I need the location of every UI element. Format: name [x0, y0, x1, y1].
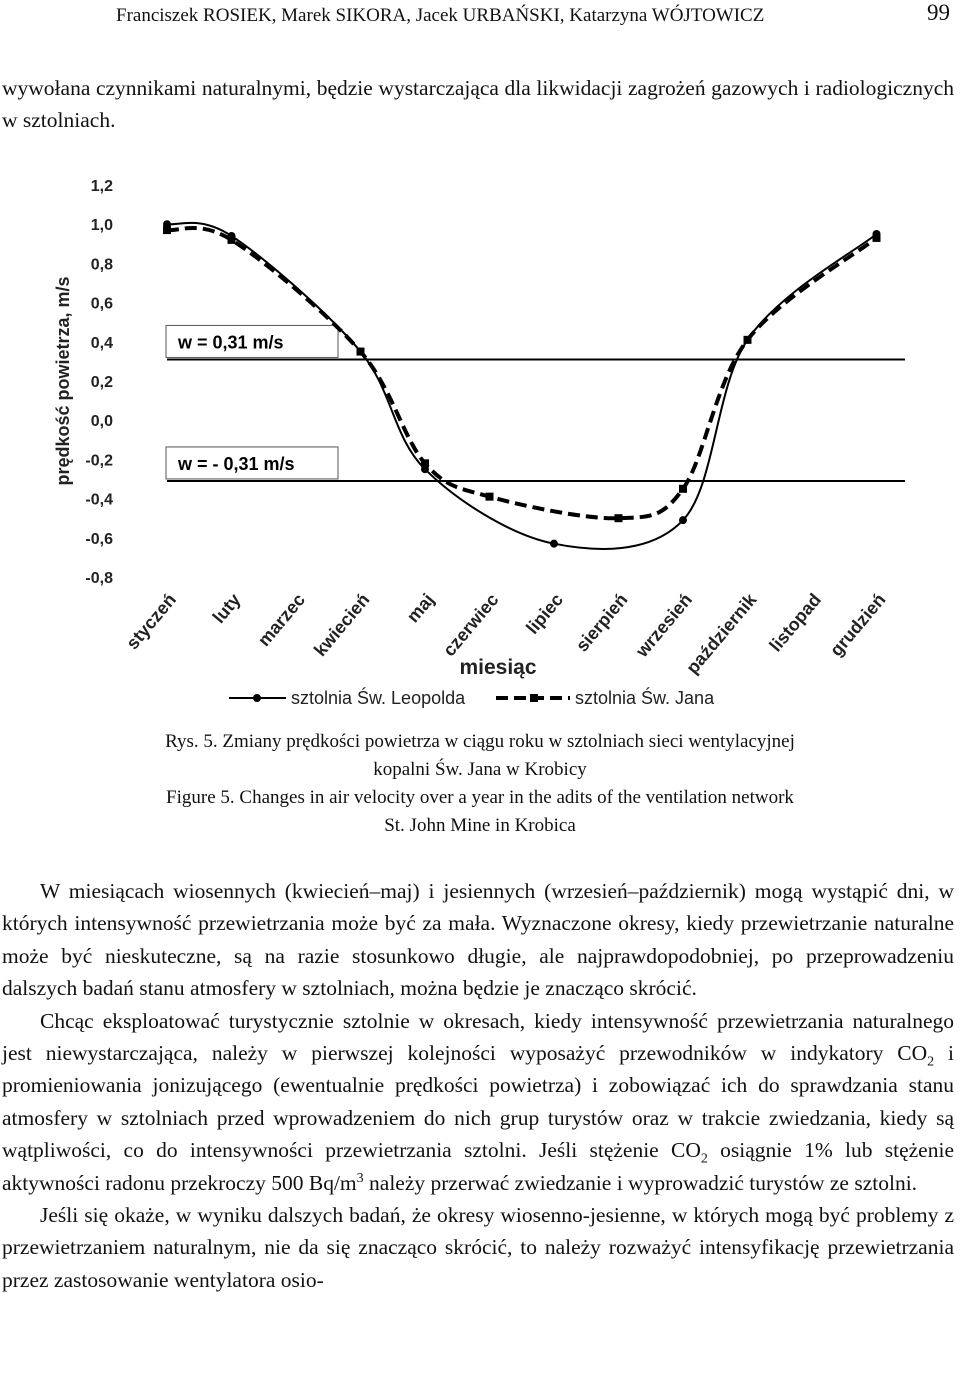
- page-header: [0, 0, 960, 40]
- data-point-jan: [228, 236, 236, 244]
- x-tick-label: czerwiec: [438, 589, 503, 661]
- x-tick-label: sierpień: [571, 589, 632, 656]
- air-velocity-chart: [0, 150, 960, 725]
- body-paragraph-3: Jeśli się okaże, w wyniku dalszych badań, że okresy wiosenno-jesienne, w których mogą być problemy z przewietrzaniem naturalnym, nie da się znacząco skrócić, to należy rozważyć intensyfikację przewietrzania przez zastosowanie wentylatora osio-: [2, 1203, 954, 1292]
- x-tick-label: grudzień: [826, 589, 890, 661]
- y-tick-label: -0,6: [85, 530, 113, 548]
- data-point-jan: [163, 226, 171, 234]
- x-tick-label: luty: [208, 589, 245, 628]
- intro-paragraph: [2, 72, 954, 136]
- body-paragraph-2: [2, 1005, 954, 1199]
- figure-caption: [0, 728, 960, 840]
- figure-5: [0, 150, 960, 725]
- data-point-jan: [357, 348, 365, 356]
- legend-marker-leopold: [253, 694, 261, 702]
- y-tick-label: 0,8: [90, 256, 113, 274]
- x-tick-label: maj: [402, 589, 439, 627]
- p2-text-1: Chcąc eksploatować turystycznie sztolnie w okresach, kiedy intensywność przewietrzania naturalnego jest niewystarczająca, należy w pierwszej kolejności wyposażyć przewodników w indykatory CO: [2, 1008, 954, 1066]
- caption-en-line1: Figure 5. Changes in air velocity over a year in the adits of the ventilation network: [166, 787, 794, 808]
- data-point-jan: [873, 234, 881, 242]
- y-tick-label: 0,4: [90, 334, 113, 352]
- x-tick-label: listopad: [765, 589, 826, 656]
- x-tick-label: styczeń: [122, 589, 181, 654]
- caption-pl-line2: kopalni Św. Jana w Krobicy: [373, 759, 587, 780]
- y-axis-label: prędkość powietrza, m/s: [53, 276, 73, 486]
- x-tick-label: kwiecień: [310, 589, 374, 661]
- threshold-label: w = - 0,31 m/s: [178, 453, 295, 474]
- x-tick-label: październik: [682, 589, 761, 678]
- threshold-label: w = 0,31 m/s: [178, 332, 284, 353]
- legend-label-jan: sztolnia Św. Jana: [575, 688, 715, 708]
- caption-en-line2: St. John Mine in Krobica: [384, 815, 576, 836]
- p2-text-2: i promieniowania jonizującego (ewentualnie prędkości powietrza) i zobowiązać ich do sprawdzania stanu atmosfery w sztolniach przed wprowadzeniem do nich grup turystów oraz w trakcie zwiedzania, kiedy są wątpliwości, co do intensywności przewietrzania sztolni. Jeśli stężenie CO: [2, 1041, 955, 1163]
- page-number: 99: [927, 0, 950, 25]
- x-tick-label: wrzesień: [631, 589, 697, 661]
- caption-pl-line1: Rys. 5. Zmiany prędkości powietrza w ciągu roku w sztolniach sieci wentylacyjnej: [165, 731, 795, 752]
- body-text: [2, 875, 954, 1296]
- body-paragraph-1: W miesiącach wiosennych (kwiecień–maj) i jesiennych (wrzesień–październik) mogą wystąpić dni, w których intensywność przewietrzania może być za mała. Wyznaczone okresy, kiedy przewietrzanie naturalne może być nieskuteczne, są na razie stosunkowo długie, ale najprawdopodobniej, po przeprowadzeniu dalszych badań stanu atmosfery w sztolniach, można będzie je znacząco skrócić.: [2, 879, 954, 1001]
- legend-label-leopold: sztolnia Św. Leopolda: [291, 688, 466, 708]
- p2-text-3: osiągnie 1% lub stężenie aktywności radonu przekroczy 500 Bq/m: [2, 1138, 954, 1195]
- legend-marker-jan: [530, 694, 538, 702]
- p2-subscript-1: 2: [927, 1054, 935, 1070]
- p2-superscript: 3: [356, 1170, 364, 1186]
- y-tick-label: -0,8: [85, 570, 113, 587]
- data-point-jan: [486, 493, 494, 501]
- y-tick-label: 0,0: [90, 413, 113, 431]
- data-point-leopold: [679, 516, 687, 524]
- x-axis-label: miesiąc: [459, 656, 537, 679]
- data-point-jan: [744, 336, 752, 344]
- data-point-leopold: [550, 540, 558, 548]
- p2-subscript-2: 2: [700, 1151, 708, 1167]
- data-point-jan: [421, 459, 429, 467]
- y-tick-label: 0,2: [90, 374, 113, 391]
- x-tick-label: lipiec: [522, 589, 568, 638]
- running-header-authors: Franciszek ROSIEK, Marek SIKORA, Jacek URBAŃSKI, Katarzyna WÓJTOWICZ: [116, 5, 765, 26]
- y-tick-label: -0,2: [85, 452, 113, 470]
- x-tick-label: marzec: [253, 589, 310, 651]
- y-tick-label: 1,0: [90, 217, 113, 235]
- data-point-jan: [679, 485, 687, 493]
- y-tick-label: 0,6: [90, 295, 113, 313]
- y-tick-label: -0,4: [85, 491, 113, 509]
- data-point-jan: [615, 514, 623, 522]
- intro-paragraph-text: wywołana czynnikami naturalnymi, będzie wystarczająca dla likwidacji zagrożeń gazowych i radiologicznych w sztolniach.: [2, 76, 954, 132]
- y-tick-label: 1,2: [90, 178, 113, 195]
- p2-text-4: należy przerwać zwiedzanie i wyprowadzić turystów ze sztolni.: [363, 1170, 918, 1195]
